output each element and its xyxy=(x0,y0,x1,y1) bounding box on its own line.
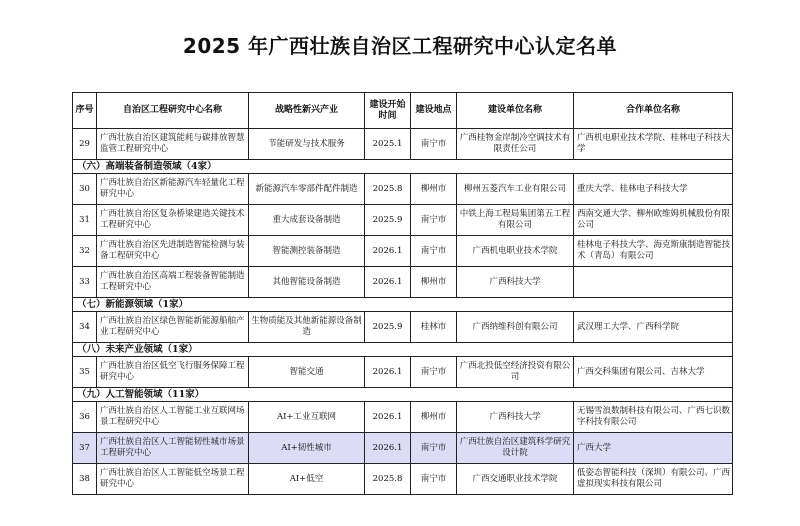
table-row xyxy=(73,402,733,433)
location-cell: 桂林市 xyxy=(411,312,457,343)
industry-cell: AI+韧性城市 xyxy=(249,433,365,464)
row-number: 36 xyxy=(73,402,97,433)
industry-cell: 智能测控装备制造 xyxy=(249,236,365,267)
start-time-cell: 2025.9 xyxy=(365,312,411,343)
row-number: 31 xyxy=(73,205,97,236)
location-cell: 南宁市 xyxy=(411,205,457,236)
row-number: 29 xyxy=(73,129,97,160)
header-partner: 合作单位名称 xyxy=(574,93,733,129)
unit-cell: 广西纳维科创有限公司 xyxy=(457,312,574,343)
table-row xyxy=(73,464,733,495)
section-label: （八）未来产业领域（1家） xyxy=(73,343,733,357)
table-row xyxy=(73,312,733,343)
industry-cell: 重大成套设备制造 xyxy=(249,205,365,236)
partner-cell: 广西机电职业技术学院、桂林电子科技大学 xyxy=(574,129,733,160)
unit-cell: 中铁上海工程局集团第五工程有限公司 xyxy=(457,205,574,236)
header-center-name: 自治区工程研究中心名称 xyxy=(97,93,249,129)
section-row xyxy=(73,298,733,312)
center-name-cell: 广西壮族自治区新能源汽车轻量化工程研究中心 xyxy=(97,174,249,205)
location-cell: 南宁市 xyxy=(411,129,457,160)
table-row xyxy=(73,129,733,160)
section-row xyxy=(73,388,733,402)
location-cell: 柳州市 xyxy=(411,267,457,298)
location-cell: 柳州市 xyxy=(411,174,457,205)
header-industry: 战略性新兴产业 xyxy=(249,93,365,129)
location-cell: 南宁市 xyxy=(411,433,457,464)
page-title: 2025 年广西壮族自治区工程研究中心认定名单 xyxy=(182,34,618,58)
center-name-cell: 广西壮族自治区人工智能韧性城市场景工程研究中心 xyxy=(97,433,249,464)
row-number: 34 xyxy=(73,312,97,343)
section-label: （七）新能源领域（1家） xyxy=(73,298,733,312)
partner-cell: 低姿态智能科技（深圳）有限公司、广西虚拟现实科技有限公司 xyxy=(574,464,733,495)
row-number: 35 xyxy=(73,357,97,388)
center-name-cell: 广西壮族自治区绿色智能新能源船舶产业工程研究中心 xyxy=(97,312,249,343)
partner-cell: 广西大学 xyxy=(574,433,733,464)
row-number: 33 xyxy=(73,267,97,298)
start-time-cell: 2025.1 xyxy=(365,129,411,160)
start-time-cell: 2026.1 xyxy=(365,357,411,388)
unit-cell: 广西机电职业技术学院 xyxy=(457,236,574,267)
start-time-cell: 2025.8 xyxy=(365,464,411,495)
industry-cell: AI+低空 xyxy=(249,464,365,495)
row-number: 37 xyxy=(73,433,97,464)
start-time-cell: 2025.9 xyxy=(365,205,411,236)
industry-cell: 新能源汽车零部件配件制造 xyxy=(249,174,365,205)
industry-cell: 节能研发与技术服务 xyxy=(249,129,365,160)
header-location: 建设地点 xyxy=(411,93,457,129)
section-row xyxy=(73,160,733,174)
section-label: （九）人工智能领域（11家） xyxy=(73,388,733,402)
unit-cell: 柳州五菱汽车工业有限公司 xyxy=(457,174,574,205)
unit-cell: 广西北投低空经济投资有限公司 xyxy=(457,357,574,388)
center-name-cell: 广西壮族自治区低空飞行服务保障工程研究中心 xyxy=(97,357,249,388)
unit-cell: 广西科技大学 xyxy=(457,402,574,433)
start-time-cell: 2026.1 xyxy=(365,402,411,433)
center-name-cell: 广西壮族自治区复杂桥梁建造关键技术工程研究中心 xyxy=(97,205,249,236)
table-row xyxy=(73,174,733,205)
industry-cell: 智能交通 xyxy=(249,357,365,388)
row-number: 38 xyxy=(73,464,97,495)
partner-cell: 无锡雪浪数制科技有限公司、广西七识数字科技有限公司 xyxy=(574,402,733,433)
unit-cell: 广西壮族自治区建筑科学研究设计院 xyxy=(457,433,574,464)
recognition-table xyxy=(72,92,733,495)
partner-cell: 广西交科集团有限公司、吉林大学 xyxy=(574,357,733,388)
location-cell: 南宁市 xyxy=(411,464,457,495)
table-row xyxy=(73,236,733,267)
start-time-cell: 2026.1 xyxy=(365,236,411,267)
row-number: 30 xyxy=(73,174,97,205)
unit-cell: 广西桂物金岸制冷空调技术有限责任公司 xyxy=(457,129,574,160)
header-no: 序号 xyxy=(73,93,97,129)
center-name-cell: 广西壮族自治区先进制造智能检测与装备工程研究中心 xyxy=(97,236,249,267)
table-body xyxy=(73,129,733,495)
section-label: （六）高端装备制造领域（4家） xyxy=(73,160,733,174)
table-row xyxy=(73,357,733,388)
partner-cell: 西南交通大学、柳州欧维姆机械股份有限公司 xyxy=(574,205,733,236)
center-name-cell: 广西壮族自治区人工智能工业互联网场景工程研究中心 xyxy=(97,402,249,433)
table-row xyxy=(73,267,733,298)
center-name-cell: 广西壮族自治区人工智能低空场景工程研究中心 xyxy=(97,464,249,495)
partner-cell: 桂林电子科技大学、海克斯康制造智能技术（青岛）有限公司 xyxy=(574,236,733,267)
center-name-cell: 广西壮族自治区高端工程装备智能制造工程研究中心 xyxy=(97,267,249,298)
unit-cell: 广西交通职业技术学院 xyxy=(457,464,574,495)
start-time-cell: 2026.1 xyxy=(365,267,411,298)
table-row xyxy=(73,205,733,236)
header-unit: 建设单位名称 xyxy=(457,93,574,129)
location-cell: 南宁市 xyxy=(411,236,457,267)
industry-cell: 生物质能及其他新能源设备制造 xyxy=(249,312,365,343)
section-row xyxy=(73,343,733,357)
partner-cell: 武汉理工大学、广西科学院 xyxy=(574,312,733,343)
start-time-cell: 2026.1 xyxy=(365,433,411,464)
center-name-cell: 广西壮族自治区建筑能耗与碳排放智慧监管工程研究中心 xyxy=(97,129,249,160)
partner-cell: 重庆大学、桂林电子科技大学 xyxy=(574,174,733,205)
location-cell: 南宁市 xyxy=(411,357,457,388)
start-time-cell: 2025.8 xyxy=(365,174,411,205)
table-header-row xyxy=(73,93,733,129)
row-number: 32 xyxy=(73,236,97,267)
partner-cell xyxy=(574,267,733,298)
unit-cell: 广西科技大学 xyxy=(457,267,574,298)
location-cell: 柳州市 xyxy=(411,402,457,433)
header-start-time: 建设开始时间 xyxy=(365,93,411,129)
industry-cell: AI+工业互联网 xyxy=(249,402,365,433)
table-row xyxy=(73,433,733,464)
industry-cell: 其他智能设备制造 xyxy=(249,267,365,298)
